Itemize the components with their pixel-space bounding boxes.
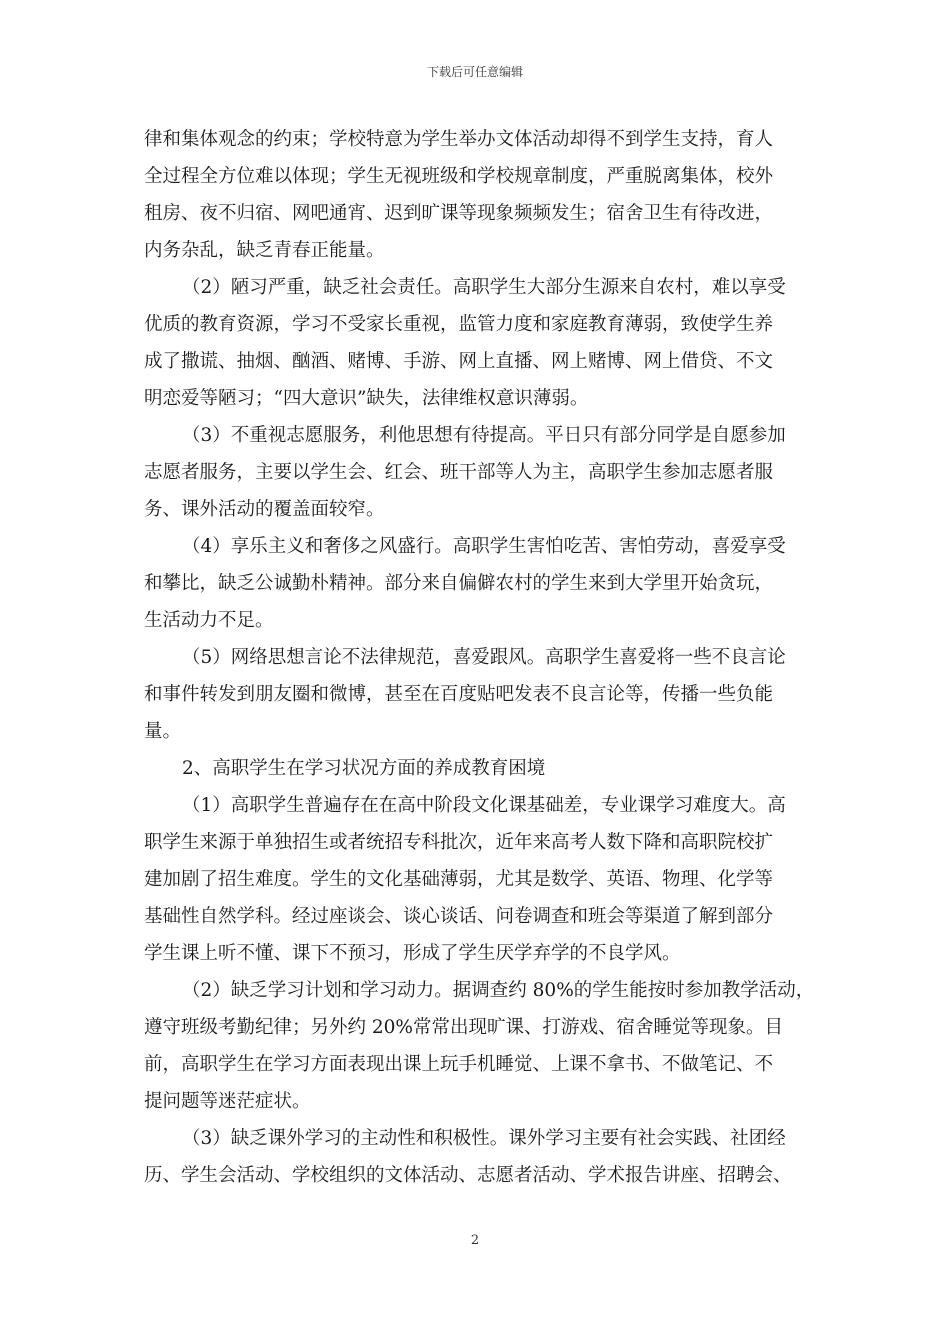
- paragraph: [144, 417, 808, 528]
- text-line: 遵守班级考勤纪律；另外约 20%常常出现旷课、打游戏、宿舍睡觉等现象。目: [144, 1017, 784, 1038]
- text-line: （3）不重视志愿服务，利他思想有待提高。平日只有部分同学是自愿参加: [182, 425, 786, 446]
- text-line: 和事件转发到朋友圈和微博，甚至在百度贴吧发表不良言论等，传播一些负能: [144, 684, 774, 705]
- text-line: 内务杂乱，缺乏青春正能量。: [144, 240, 385, 261]
- paragraph: [144, 121, 808, 269]
- text-line: 量。: [144, 721, 182, 742]
- text-line: 志愿者服务，主要以学生会、红会、班干部等人为主，高职学生参加志愿者服: [144, 462, 774, 483]
- text-line: 全过程全方位难以体现；学生无视班级和学校规章制度，严重脱离集体，校外: [144, 166, 774, 187]
- text-line: 租房、夜不归宿、网吧通宵、迟到旷课等现象频频发生；宿舍卫生有待改进，: [144, 203, 774, 224]
- text-line: 和攀比，缺乏公诚勤朴精神。部分来自偏僻农村的学生来到大学里开始贪玩，: [144, 573, 774, 594]
- text-line: 基础性自然学科。经过座谈会、谈心谈话、问卷调查和班会等渠道了解到部分: [144, 906, 774, 927]
- paragraph: [144, 528, 808, 639]
- paragraph: [144, 269, 808, 417]
- text-line: 前，高职学生在学习方面表现出课上玩手机睡觉、上课不拿书、不做笔记、不: [144, 1054, 774, 1075]
- text-line: 务、课外活动的覆盖面较窄。: [144, 499, 385, 520]
- text-line: 职学生来源于单独招生或者统招专科批次，近年来高考人数下降和高职院校扩: [144, 832, 774, 853]
- paragraph: [144, 639, 808, 750]
- text-line: 生活动力不足。: [144, 610, 274, 631]
- paragraph: [144, 787, 808, 972]
- text-line: 2、高职学生在学习状况方面的养成教育困境: [182, 758, 546, 779]
- paragraph: [144, 1120, 808, 1194]
- text-line: 明恋爱等陋习；“四大意识”缺失，法律维权意识薄弱。: [144, 388, 589, 409]
- text-line: 律和集体观念的约束；学校特意为学生举办文体活动却得不到学生支持，育人: [144, 129, 774, 150]
- paragraph: [144, 972, 815, 1120]
- text-line: 建加剧了招生难度。学生的文化基础薄弱，尤其是数学、英语、物理、化学等: [144, 869, 774, 890]
- text-line: （2）陋习严重，缺乏社会责任。高职学生大部分生源来自农村，难以享受: [182, 277, 786, 298]
- page-header: 下载后可任意编辑: [426, 65, 523, 79]
- text-line: 学生课上听不懂、课下不预习，形成了学生厌学弃学的不良学风。: [144, 943, 681, 964]
- text-line: 提问题等迷茫症状。: [144, 1091, 311, 1112]
- document-body: [144, 121, 815, 1194]
- paragraph: [144, 750, 808, 787]
- text-line: （5）网络思想言论不法律规范，喜爱跟风。高职学生喜爱将一些不良言论: [182, 647, 786, 668]
- text-line: 成了撒谎、抽烟、酗酒、赌博、手游、网上直播、网上赌博、网上借贷、不文: [144, 351, 774, 372]
- text-line: （2）缺乏学习计划和学习动力。据调查约 80%的学生能按时参加教学活动，: [182, 980, 815, 1001]
- text-line: 历、学生会活动、学校组织的文体活动、志愿者活动、学术报告讲座、招聘会、: [144, 1165, 792, 1186]
- text-line: （4）享乐主义和奢侈之风盛行。高职学生害怕吃苦、害怕劳动，喜爱享受: [182, 536, 786, 557]
- text-line: 优质的教育资源，学习不受家长重视，监管力度和家庭教育薄弱，致使学生养: [144, 314, 774, 335]
- text-line: （3）缺乏课外学习的主动性和积极性。课外学习主要有社会实践、社团经: [182, 1128, 786, 1149]
- page-number: 2: [470, 1233, 480, 1248]
- text-line: （1）高职学生普遍存在在高中阶段文化课基础差，专业课学习难度大。高: [182, 795, 786, 816]
